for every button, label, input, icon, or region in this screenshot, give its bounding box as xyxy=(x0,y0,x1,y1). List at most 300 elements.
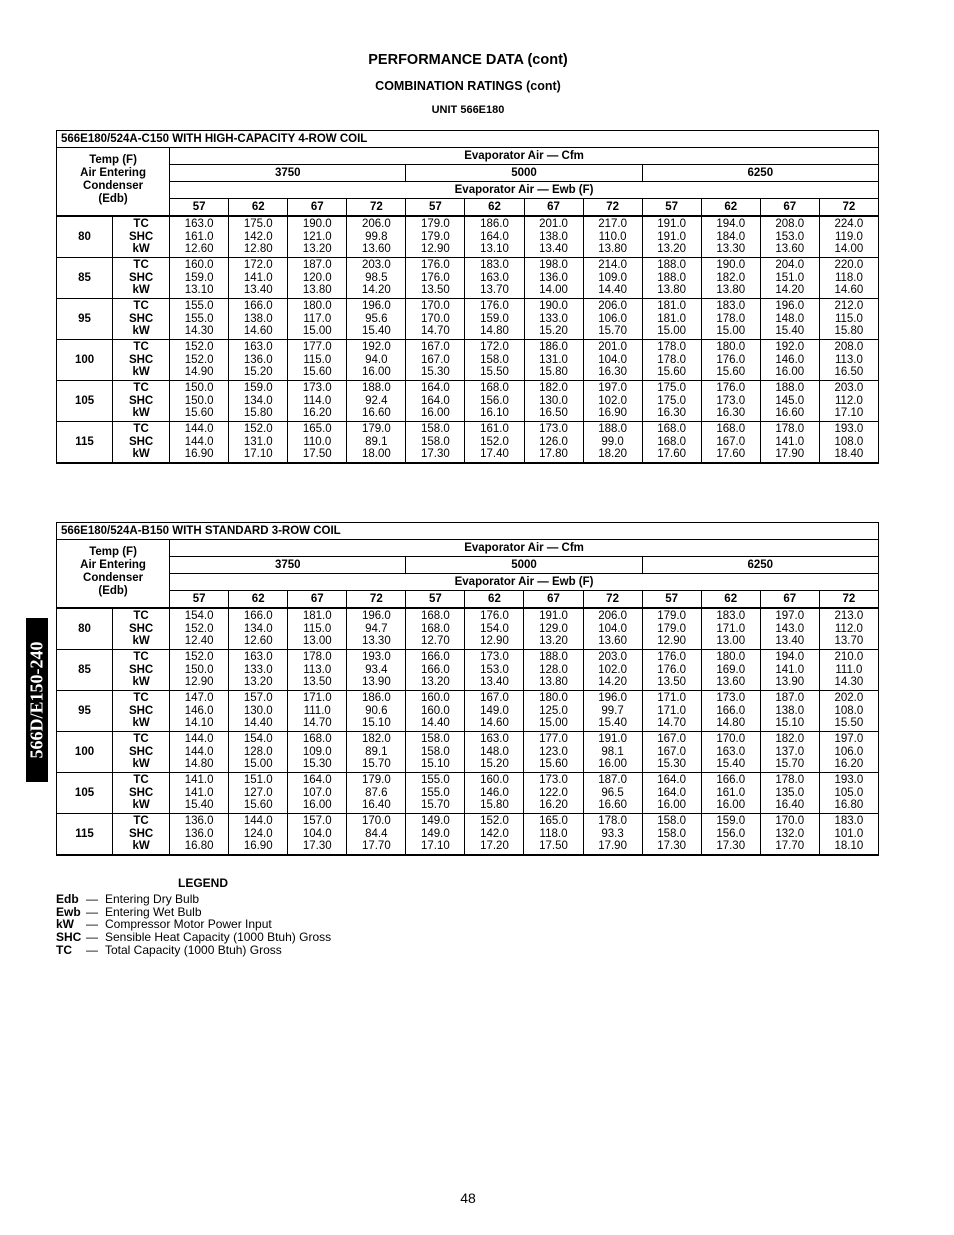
cell-value: 208.0 xyxy=(834,341,864,354)
cell-value: 16.50 xyxy=(834,366,864,379)
cell-value: 16.00 xyxy=(421,407,450,420)
value-cell xyxy=(288,216,347,258)
cell-value: 13.40 xyxy=(243,284,273,297)
value-cell xyxy=(465,691,524,732)
value-cell xyxy=(406,732,465,773)
ewb-value: 57 xyxy=(406,199,465,217)
metric-label: TC xyxy=(133,774,149,787)
cell-value: 156.0 xyxy=(716,827,746,840)
value-cell xyxy=(760,814,819,856)
value-cell xyxy=(465,650,524,691)
cell-value: 13.40 xyxy=(775,635,805,648)
value-cell xyxy=(288,732,347,773)
cell-value: 214.0 xyxy=(598,259,627,272)
cell-value: 136.0 xyxy=(243,353,273,366)
cell-value: 13.60 xyxy=(716,676,746,689)
value-cell xyxy=(760,773,819,814)
value-cell xyxy=(288,422,347,464)
value-cell xyxy=(465,422,524,464)
cell-value: 15.60 xyxy=(657,366,687,379)
cell-value: 144.0 xyxy=(243,815,273,828)
cell-value: 159.0 xyxy=(716,815,746,828)
value-cell xyxy=(642,381,701,422)
cell-value: 176.0 xyxy=(657,651,687,664)
cell-value: 167.0 xyxy=(421,353,450,366)
cell-value: 210.0 xyxy=(834,651,864,664)
metric-label: TC xyxy=(133,218,149,231)
cell-value: 176.0 xyxy=(657,663,687,676)
cell-value: 138.0 xyxy=(775,704,805,717)
cell-value: 108.0 xyxy=(834,704,864,717)
cell-value: 16.60 xyxy=(361,407,391,420)
temp-cell: 105 xyxy=(57,381,113,422)
metric-labels-cell xyxy=(113,814,170,856)
legend-title: LEGEND xyxy=(178,876,229,890)
cell-value: 179.0 xyxy=(361,774,391,787)
temp-cell: 85 xyxy=(57,258,113,299)
cell-value: 166.0 xyxy=(243,610,273,623)
cell-value: 159.0 xyxy=(480,312,509,325)
cell-value: 152.0 xyxy=(480,815,509,828)
cell-value: 193.0 xyxy=(834,423,864,436)
cell-value: 183.0 xyxy=(834,815,864,828)
cell-value: 172.0 xyxy=(480,341,509,354)
cell-value: 190.0 xyxy=(539,300,568,313)
metric-label: TC xyxy=(133,300,149,313)
cell-value: 132.0 xyxy=(775,827,805,840)
cell-value: 15.00 xyxy=(243,758,273,771)
cell-value: 118.0 xyxy=(539,827,568,840)
cell-value: 178.0 xyxy=(598,815,627,828)
temp-cell: 80 xyxy=(57,216,113,258)
cell-value: 152.0 xyxy=(243,423,273,436)
value-cell xyxy=(524,299,583,340)
value-cell xyxy=(288,381,347,422)
value-cell xyxy=(819,299,878,340)
value-cell xyxy=(229,691,288,732)
cell-value: 191.0 xyxy=(657,218,687,231)
cell-value: 14.00 xyxy=(834,243,864,256)
cell-value: 158.0 xyxy=(480,353,509,366)
ewb-value: 62 xyxy=(465,591,524,609)
value-cell xyxy=(170,422,229,464)
metric-label: TC xyxy=(133,423,149,436)
cell-value: 14.70 xyxy=(302,717,332,730)
cell-value: 151.0 xyxy=(243,774,273,787)
value-cell xyxy=(229,299,288,340)
cell-value: 144.0 xyxy=(184,733,214,746)
ewb-value: 62 xyxy=(229,591,288,609)
value-cell xyxy=(583,340,642,381)
cell-value: 109.0 xyxy=(598,271,627,284)
value-cell xyxy=(229,773,288,814)
cell-value: 13.20 xyxy=(302,243,332,256)
value-cell xyxy=(583,732,642,773)
page-subtitle: COMBINATION RATINGS (cont) xyxy=(375,79,561,93)
cell-value: 106.0 xyxy=(834,745,864,758)
cell-value: 144.0 xyxy=(184,435,214,448)
cell-value: 165.0 xyxy=(539,815,568,828)
cell-value: 168.0 xyxy=(657,423,687,436)
metric-labels-cell xyxy=(113,650,170,691)
value-cell xyxy=(642,299,701,340)
cell-value: 17.50 xyxy=(539,840,568,853)
cfm-value: 3750 xyxy=(170,165,406,182)
value-cell xyxy=(465,608,524,650)
metric-label: SHC xyxy=(128,230,154,243)
cell-value: 123.0 xyxy=(539,745,568,758)
cell-value: 15.70 xyxy=(598,325,627,338)
value-cell xyxy=(760,299,819,340)
cell-value: 197.0 xyxy=(775,610,805,623)
cell-value: 15.80 xyxy=(834,325,864,338)
value-cell xyxy=(347,732,406,773)
ewb-value: 67 xyxy=(524,199,583,217)
cell-value: 124.0 xyxy=(243,827,273,840)
metric-label: kW xyxy=(132,840,150,853)
value-cell xyxy=(642,422,701,464)
value-cell xyxy=(170,732,229,773)
cell-value: 194.0 xyxy=(716,218,746,231)
cell-value: 142.0 xyxy=(480,827,509,840)
temp-header-line: Condenser xyxy=(83,180,144,192)
value-cell xyxy=(583,773,642,814)
temp-header-line: (Edb) xyxy=(98,193,128,205)
value-cell xyxy=(465,299,524,340)
cell-value: 206.0 xyxy=(361,218,391,231)
cell-value: 12.80 xyxy=(243,243,273,256)
cfm-label-row xyxy=(57,148,879,165)
cell-value: 163.0 xyxy=(243,341,273,354)
cell-value: 16.50 xyxy=(539,407,568,420)
cell-value: 129.0 xyxy=(539,622,568,635)
metric-labels-cell xyxy=(113,340,170,381)
cell-value: 160.0 xyxy=(480,774,509,787)
metric-labels-cell xyxy=(113,422,170,464)
metric-label: TC xyxy=(133,610,149,623)
metric-label: kW xyxy=(132,717,150,730)
value-cell xyxy=(642,340,701,381)
cell-value: 175.0 xyxy=(243,218,273,231)
cell-value: 138.0 xyxy=(243,312,273,325)
cell-value: 150.0 xyxy=(184,382,214,395)
ewb-value: 67 xyxy=(288,199,347,217)
cell-value: 146.0 xyxy=(480,786,509,799)
value-cell xyxy=(465,216,524,258)
value-cell xyxy=(406,814,465,856)
cell-value: 180.0 xyxy=(302,300,332,313)
metric-label: SHC xyxy=(128,786,154,799)
metric-label: SHC xyxy=(128,704,154,717)
value-cell xyxy=(701,814,760,856)
cell-value: 16.00 xyxy=(657,799,687,812)
cell-value: 204.0 xyxy=(775,259,805,272)
cell-value: 13.20 xyxy=(421,676,450,689)
cell-value: 17.60 xyxy=(716,448,746,461)
value-cell xyxy=(347,608,406,650)
value-cell xyxy=(819,732,878,773)
cell-value: 148.0 xyxy=(775,312,805,325)
value-cell xyxy=(288,299,347,340)
cell-value: 112.0 xyxy=(834,394,863,407)
cell-value: 152.0 xyxy=(184,353,214,366)
cell-value: 15.80 xyxy=(480,799,509,812)
cell-value: 14.60 xyxy=(243,325,273,338)
temp-header-line: Air Entering xyxy=(80,167,146,179)
value-cell xyxy=(406,422,465,464)
cell-value: 131.0 xyxy=(539,353,568,366)
cell-value: 177.0 xyxy=(539,733,568,746)
cell-value: 17.20 xyxy=(480,840,509,853)
cell-value: 134.0 xyxy=(243,394,273,407)
cell-value: 94.0 xyxy=(365,353,388,366)
cell-value: 193.0 xyxy=(834,774,864,787)
cell-value: 15.80 xyxy=(243,407,273,420)
legend-abbr: kW xyxy=(56,917,74,932)
cell-value: 157.0 xyxy=(243,692,273,705)
cell-value: 14.90 xyxy=(184,366,214,379)
cell-value: 196.0 xyxy=(775,300,805,313)
legend-item xyxy=(56,931,331,944)
cell-value: 17.10 xyxy=(421,840,450,853)
cell-value: 16.30 xyxy=(716,407,746,420)
temp-header-line: Air Entering xyxy=(80,559,146,571)
cell-value: 175.0 xyxy=(657,382,687,395)
value-cell xyxy=(465,773,524,814)
cell-value: 144.0 xyxy=(184,423,214,436)
cell-value: 164.0 xyxy=(421,394,450,407)
cell-value: 131.0 xyxy=(243,435,273,448)
value-cell xyxy=(229,650,288,691)
cell-value: 168.0 xyxy=(480,382,509,395)
cell-value: 14.40 xyxy=(598,284,627,297)
value-cell xyxy=(170,381,229,422)
cell-value: 176.0 xyxy=(421,259,450,272)
cell-value: 18.20 xyxy=(598,448,627,461)
value-cell xyxy=(819,422,878,464)
value-cell xyxy=(642,650,701,691)
cell-value: 15.40 xyxy=(598,717,627,730)
cell-value: 143.0 xyxy=(775,622,805,635)
value-cell xyxy=(642,691,701,732)
value-cell xyxy=(701,216,760,258)
cell-value: 158.0 xyxy=(421,745,450,758)
cell-value: 158.0 xyxy=(657,827,687,840)
cell-value: 16.20 xyxy=(834,758,864,771)
legend xyxy=(56,893,331,957)
cell-value: 113.0 xyxy=(834,353,863,366)
ewb-value: 72 xyxy=(347,591,406,609)
metric-labels-cell xyxy=(113,381,170,422)
cell-value: 13.60 xyxy=(361,243,391,256)
cell-value: 15.50 xyxy=(834,717,864,730)
cell-value: 15.70 xyxy=(421,799,450,812)
cell-value: 224.0 xyxy=(834,218,864,231)
cell-value: 183.0 xyxy=(716,300,746,313)
cell-value: 152.0 xyxy=(480,435,509,448)
cell-value: 201.0 xyxy=(539,218,568,231)
value-cell xyxy=(170,773,229,814)
cell-value: 89.1 xyxy=(365,745,388,758)
cell-value: 15.20 xyxy=(243,366,273,379)
cell-value: 102.0 xyxy=(598,394,627,407)
cfm-label-row xyxy=(57,540,879,557)
cell-value: 15.10 xyxy=(361,717,391,730)
cell-value: 136.0 xyxy=(539,271,568,284)
cell-value: 115.0 xyxy=(303,353,332,366)
value-cell xyxy=(524,216,583,258)
temp-cell: 115 xyxy=(57,814,113,856)
legend-item xyxy=(56,893,331,906)
cell-value: 14.30 xyxy=(834,676,864,689)
value-cell xyxy=(760,381,819,422)
value-cell xyxy=(819,381,878,422)
metric-label: SHC xyxy=(128,394,154,407)
cell-value: 179.0 xyxy=(421,218,450,231)
cell-value: 15.60 xyxy=(184,407,214,420)
cell-value: 16.00 xyxy=(302,799,332,812)
cell-value: 122.0 xyxy=(539,786,568,799)
cell-value: 178.0 xyxy=(775,774,805,787)
ewb-value: 72 xyxy=(819,591,878,609)
cell-value: 84.4 xyxy=(365,827,388,840)
value-cell xyxy=(288,650,347,691)
cell-value: 168.0 xyxy=(421,610,450,623)
cell-value: 181.0 xyxy=(657,300,687,313)
cell-value: 17.50 xyxy=(302,448,332,461)
cell-value: 161.0 xyxy=(184,230,214,243)
cell-value: 16.30 xyxy=(657,407,687,420)
metric-labels-cell xyxy=(113,732,170,773)
cell-value: 130.0 xyxy=(243,704,273,717)
cell-value: 16.00 xyxy=(598,758,627,771)
value-cell xyxy=(229,216,288,258)
value-cell xyxy=(524,732,583,773)
cell-value: 14.30 xyxy=(184,325,214,338)
value-cell xyxy=(288,608,347,650)
cell-value: 17.30 xyxy=(302,840,332,853)
ewb-value: 72 xyxy=(347,199,406,217)
cell-value: 98.1 xyxy=(601,745,624,758)
cell-value: 155.0 xyxy=(184,300,214,313)
cell-value: 196.0 xyxy=(361,610,391,623)
value-cell xyxy=(701,340,760,381)
value-cell xyxy=(465,381,524,422)
value-cell xyxy=(288,258,347,299)
cell-value: 114.0 xyxy=(303,394,332,407)
side-tab-label: 566D/E150-240 xyxy=(26,641,47,759)
cell-value: 197.0 xyxy=(834,733,864,746)
cell-value: 17.30 xyxy=(716,840,746,853)
temp-cell: 95 xyxy=(57,299,113,340)
value-cell xyxy=(583,650,642,691)
value-cell xyxy=(701,381,760,422)
cell-value: 15.30 xyxy=(657,758,687,771)
cell-value: 15.80 xyxy=(539,366,568,379)
cell-value: 177.0 xyxy=(302,341,332,354)
value-cell xyxy=(524,340,583,381)
cell-value: 117.0 xyxy=(303,312,332,325)
metric-label: kW xyxy=(132,448,150,461)
value-cell xyxy=(347,814,406,856)
ewb-label: Evaporator Air — Ewb (F) xyxy=(170,574,879,591)
cell-value: 157.0 xyxy=(302,815,332,828)
cell-value: 208.0 xyxy=(775,218,805,231)
cell-value: 154.0 xyxy=(243,733,273,746)
cell-value: 13.70 xyxy=(834,635,864,648)
cell-value: 196.0 xyxy=(361,300,391,313)
value-cell xyxy=(170,299,229,340)
cell-value: 13.80 xyxy=(598,243,627,256)
cell-value: 15.30 xyxy=(421,366,450,379)
temp-header-line: (Edb) xyxy=(98,585,128,597)
value-cell xyxy=(524,814,583,856)
cell-value: 190.0 xyxy=(716,259,746,272)
cell-value: 125.0 xyxy=(539,704,568,717)
cell-value: 202.0 xyxy=(834,692,864,705)
value-cell xyxy=(406,691,465,732)
cell-value: 166.0 xyxy=(716,704,746,717)
value-cell xyxy=(760,608,819,650)
temp-cell: 95 xyxy=(57,691,113,732)
cell-value: 187.0 xyxy=(302,259,332,272)
cell-value: 13.60 xyxy=(598,635,627,648)
cell-value: 92.4 xyxy=(365,394,388,407)
metric-label: kW xyxy=(132,799,150,812)
cell-value: 15.30 xyxy=(302,758,332,771)
value-cell xyxy=(524,608,583,650)
cell-value: 16.00 xyxy=(716,799,746,812)
value-cell xyxy=(406,299,465,340)
value-cell xyxy=(229,814,288,856)
cell-value: 168.0 xyxy=(657,435,687,448)
ewb-value: 72 xyxy=(583,199,642,217)
cell-value: 161.0 xyxy=(716,786,746,799)
cell-value: 158.0 xyxy=(421,435,450,448)
cell-value: 156.0 xyxy=(480,394,509,407)
temp-header-line: Condenser xyxy=(83,572,144,584)
cell-value: 18.40 xyxy=(834,448,864,461)
cell-value: 111.0 xyxy=(835,663,863,676)
cell-value: 13.80 xyxy=(716,284,746,297)
cell-value: 164.0 xyxy=(302,774,332,787)
cell-value: 163.0 xyxy=(716,745,746,758)
value-cell xyxy=(406,216,465,258)
value-cell xyxy=(819,814,878,856)
cell-value: 176.0 xyxy=(480,610,509,623)
value-cell xyxy=(701,650,760,691)
cell-value: 13.20 xyxy=(657,243,687,256)
value-cell xyxy=(583,216,642,258)
cell-value: 154.0 xyxy=(184,610,214,623)
cell-value: 188.0 xyxy=(775,382,805,395)
cell-value: 138.0 xyxy=(539,230,568,243)
temp-cell: 115 xyxy=(57,422,113,464)
cell-value: 13.20 xyxy=(539,635,568,648)
metric-label: TC xyxy=(133,651,149,664)
cell-value: 180.0 xyxy=(716,341,746,354)
cell-value: 194.0 xyxy=(775,651,805,664)
cell-value: 160.0 xyxy=(421,704,450,717)
metric-labels-cell xyxy=(113,608,170,650)
cell-value: 178.0 xyxy=(657,341,687,354)
cell-value: 13.40 xyxy=(539,243,568,256)
ewb-value: 72 xyxy=(583,591,642,609)
cell-value: 15.40 xyxy=(361,325,391,338)
cell-value: 188.0 xyxy=(598,423,627,436)
cfm-values-row xyxy=(57,557,879,574)
value-cell xyxy=(347,422,406,464)
